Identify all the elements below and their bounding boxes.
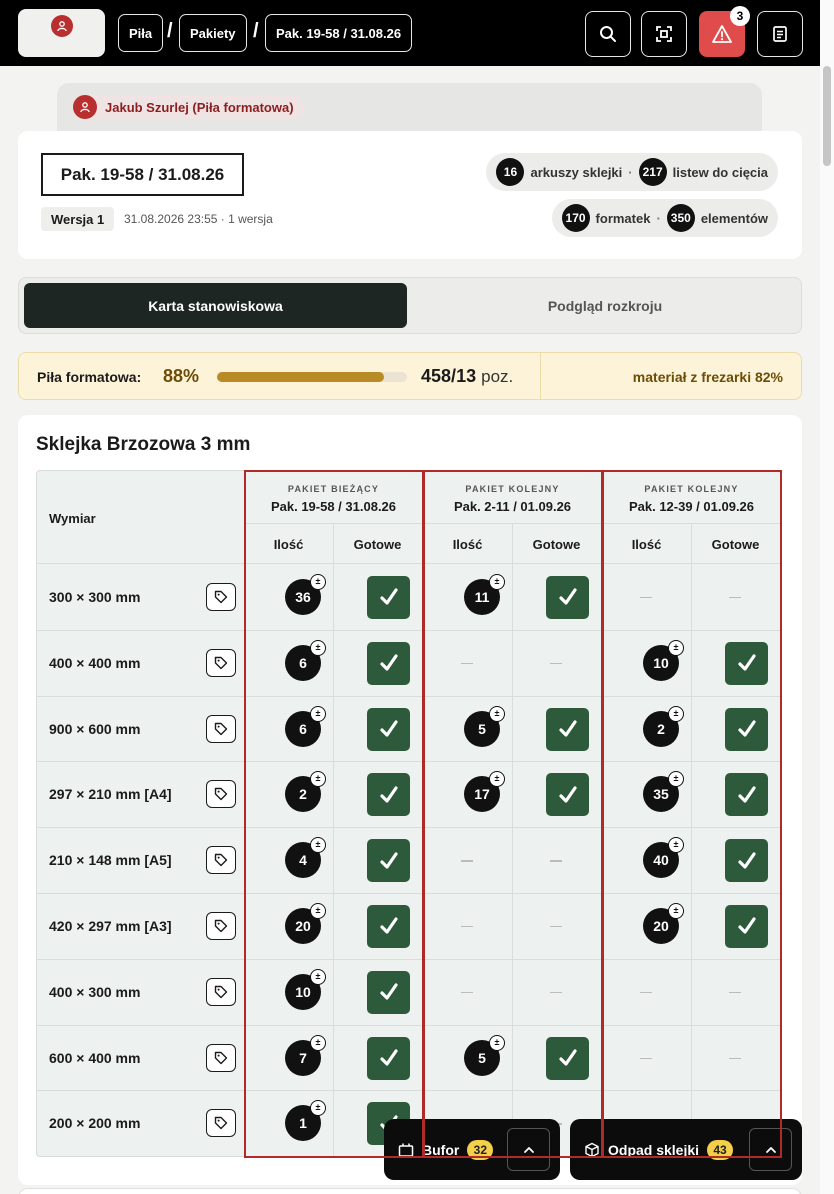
tag-icon — [214, 919, 228, 933]
ready-checkbox[interactable] — [546, 1037, 589, 1080]
ready-checkbox[interactable] — [367, 1037, 410, 1080]
row-dimension: 900 × 600 mm — [49, 720, 141, 737]
check-icon — [378, 915, 400, 937]
quantity-value: 36 — [295, 588, 311, 605]
alerts-count-badge: 3 — [730, 6, 750, 26]
packet-column-label: PAKIET KOLEJNY — [465, 484, 560, 494]
progress-label: Piła formatowa: — [37, 369, 142, 385]
quantity-value: 35 — [653, 786, 669, 803]
qty-header: Ilość — [273, 537, 304, 552]
empty-cell-dash — [461, 663, 473, 665]
material-title: Sklejka Brzozowa 3 mm — [36, 434, 251, 455]
row-dimension: 297 × 210 mm [A4] — [49, 786, 172, 803]
tag-icon — [214, 656, 228, 670]
waste-label: Odpad sklejki — [608, 1141, 700, 1158]
column-divider — [512, 523, 513, 1157]
label-print-button[interactable] — [206, 780, 236, 808]
breadcrumb-pakiety[interactable]: Pakiety — [179, 14, 247, 52]
user-icon — [73, 95, 97, 119]
buffer-count-badge: 32 — [467, 1140, 493, 1160]
plus-minus-icon[interactable]: ± — [310, 837, 326, 853]
empty-cell-dash — [640, 597, 652, 599]
sheets-count: 16 — [496, 158, 524, 186]
quantity-value: 17 — [474, 786, 490, 803]
plus-minus-icon[interactable]: ± — [310, 771, 326, 787]
panels-elements-stat — [552, 199, 778, 237]
qty-header: Ilość — [631, 537, 662, 552]
plus-minus-icon[interactable]: ± — [310, 1100, 326, 1116]
empty-cell-dash — [729, 992, 741, 994]
qty-header: Ilość — [452, 537, 483, 552]
quantity-badge[interactable] — [643, 707, 679, 747]
row-divider — [37, 959, 781, 960]
empty-cell-dash — [461, 860, 473, 862]
quantity-value: 20 — [653, 917, 669, 934]
separator-dot: · — [656, 210, 661, 226]
plus-minus-icon[interactable]: ± — [310, 969, 326, 985]
scan-button[interactable] — [641, 11, 687, 57]
ready-checkbox[interactable] — [725, 708, 768, 751]
waste-expand-button[interactable] — [749, 1128, 792, 1171]
check-icon — [736, 784, 758, 806]
quantity-value: 40 — [653, 852, 669, 869]
quantity-value: 2 — [657, 720, 665, 737]
quantity-badge[interactable] — [464, 575, 500, 615]
quantity-badge[interactable] — [643, 641, 679, 681]
plus-minus-icon[interactable]: ± — [310, 1035, 326, 1051]
quantity-value: 10 — [295, 983, 311, 1000]
buffer-expand-button[interactable] — [507, 1128, 550, 1171]
document-button[interactable] — [757, 11, 803, 57]
row-dimension: 300 × 300 mm — [49, 588, 141, 605]
quantity-badge[interactable] — [643, 839, 679, 878]
column-divider — [333, 523, 334, 1157]
milling-material-status: materiał z frezarki 82% — [632, 369, 783, 385]
top-bar — [0, 0, 820, 66]
label-print-button[interactable] — [206, 978, 236, 1006]
sheets-strips-stat — [486, 153, 778, 191]
scrollbar[interactable] — [820, 0, 834, 1194]
user-icon — [51, 15, 73, 37]
column-divider — [244, 471, 245, 1157]
empty-cell-dash — [729, 1058, 741, 1060]
row-dimension: 400 × 300 mm — [49, 983, 141, 1000]
check-icon — [736, 652, 758, 674]
plus-minus-icon[interactable]: ± — [310, 574, 326, 590]
progress-count: 458/13 poz. — [421, 366, 514, 386]
row-divider — [37, 893, 781, 894]
tab-work-card[interactable]: Karta stanowiskowa — [24, 283, 407, 328]
empty-cell-dash — [640, 1058, 652, 1060]
ready-checkbox[interactable] — [367, 971, 410, 1014]
packet-title: Pak. 19-58 / 31.08.26 — [41, 153, 244, 196]
strips-label: listew do cięcia — [672, 164, 768, 180]
quantity-value: 1 — [299, 1115, 307, 1132]
label-print-button[interactable] — [206, 649, 236, 677]
quantity-badge[interactable] — [464, 1036, 500, 1076]
label-print-button[interactable] — [206, 583, 236, 611]
check-icon — [378, 1047, 400, 1069]
check-icon — [378, 718, 400, 740]
label-print-button[interactable] — [206, 912, 236, 940]
chevron-up-icon — [522, 1143, 536, 1157]
buffer-panel[interactable] — [384, 1119, 560, 1180]
quantity-value: 7 — [299, 1049, 307, 1066]
quantity-badge[interactable] — [285, 904, 321, 944]
progress-bar-fill — [217, 372, 384, 382]
tray-icon — [398, 1142, 414, 1158]
row-dimension: 600 × 400 mm — [49, 1049, 141, 1066]
ready-checkbox[interactable] — [546, 708, 589, 751]
check-icon — [736, 850, 758, 872]
quantity-badge[interactable] — [643, 904, 679, 944]
quantity-value: 5 — [478, 1049, 486, 1066]
check-icon — [736, 718, 758, 740]
chevron-up-icon — [764, 1143, 778, 1157]
plus-minus-icon[interactable]: ± — [668, 771, 684, 787]
check-icon — [378, 652, 400, 674]
tag-icon — [214, 787, 228, 801]
progress-percent: 88% — [163, 366, 200, 386]
quantity-value: 10 — [653, 654, 669, 671]
check-icon — [557, 586, 579, 608]
empty-cell-dash — [550, 860, 562, 862]
check-icon — [557, 784, 579, 806]
quantity-value: 6 — [299, 720, 307, 737]
document-icon — [770, 24, 790, 44]
row-divider — [37, 1025, 781, 1026]
check-icon — [378, 850, 400, 872]
label-print-button[interactable] — [206, 846, 236, 874]
check-icon — [378, 784, 400, 806]
waste-count-badge: 43 — [707, 1140, 733, 1160]
material-table — [36, 470, 781, 1157]
check-icon — [378, 586, 400, 608]
ready-checkbox[interactable] — [367, 642, 410, 685]
quantity-badge[interactable] — [464, 707, 500, 747]
panels-label: formatek — [595, 210, 651, 226]
row-divider — [37, 761, 781, 762]
tag-icon — [214, 590, 228, 604]
ready-checkbox[interactable] — [725, 773, 768, 816]
ready-checkbox[interactable] — [367, 773, 410, 816]
plus-minus-icon[interactable]: ± — [310, 640, 326, 656]
ready-checkbox[interactable] — [367, 905, 410, 948]
tag-icon — [214, 853, 228, 867]
quantity-value: 4 — [299, 852, 307, 869]
ready-checkbox[interactable] — [725, 905, 768, 948]
view-tabs — [18, 277, 802, 334]
quantity-badge[interactable] — [285, 1102, 321, 1141]
column-divider — [423, 471, 424, 1157]
breadcrumb-separator: / — [253, 20, 259, 42]
row-dimension: 400 × 400 mm — [49, 654, 141, 671]
quantity-badge[interactable] — [285, 641, 321, 681]
row-divider — [37, 827, 781, 828]
plus-minus-icon[interactable]: ± — [489, 771, 505, 787]
search-button[interactable] — [585, 11, 631, 57]
quantity-value: 5 — [478, 720, 486, 737]
empty-cell-dash — [729, 597, 741, 599]
column-divider — [602, 471, 603, 1157]
user-chip — [73, 95, 304, 119]
quantity-badge[interactable] — [285, 575, 321, 615]
packet-column-label: PAKIET KOLEJNY — [644, 484, 739, 494]
tag-icon — [214, 722, 228, 736]
empty-cell-dash — [461, 992, 473, 994]
row-divider — [37, 696, 781, 697]
material-card — [18, 415, 802, 1185]
version-meta: 31.08.2026 23:55 · 1 wersja — [124, 212, 273, 226]
packet-column-label: PAKIET BIEŻĄCY — [287, 484, 380, 494]
ready-checkbox[interactable] — [367, 839, 410, 882]
row-dimension: 420 × 297 mm [A3] — [49, 917, 172, 934]
plus-minus-icon[interactable]: ± — [489, 1035, 505, 1051]
ready-checkbox[interactable] — [725, 839, 768, 882]
packet-header-card — [18, 131, 802, 259]
ready-checkbox[interactable] — [725, 642, 768, 685]
ready-checkbox[interactable] — [546, 576, 589, 619]
tag-icon — [214, 985, 228, 999]
quantity-value: 20 — [295, 917, 311, 934]
row-dimension: 200 × 200 mm — [49, 1115, 141, 1132]
saw-progress — [18, 352, 802, 400]
ready-checkbox[interactable] — [546, 773, 589, 816]
separator-dot: · — [628, 164, 633, 180]
plus-minus-icon[interactable]: ± — [668, 837, 684, 853]
progress-bar — [217, 372, 407, 382]
next-material-card — [18, 1188, 802, 1194]
plus-minus-icon[interactable]: ± — [668, 640, 684, 656]
empty-cell-dash — [640, 992, 652, 994]
empty-cell-dash — [550, 926, 562, 928]
elements-count: 350 — [667, 204, 695, 232]
quantity-badge[interactable] — [285, 707, 321, 747]
buffer-label: Bufor — [422, 1141, 460, 1158]
plus-minus-icon[interactable]: ± — [310, 903, 326, 919]
strips-count: 217 — [639, 158, 667, 186]
plus-minus-icon[interactable]: ± — [668, 903, 684, 919]
plus-minus-icon[interactable]: ± — [668, 706, 684, 722]
warning-triangle-icon — [712, 24, 732, 44]
plus-minus-icon[interactable]: ± — [489, 706, 505, 722]
elements-label: elementów — [700, 210, 768, 226]
ready-checkbox[interactable] — [367, 708, 410, 751]
check-icon — [557, 1047, 579, 1069]
breadcrumb-current-packet[interactable]: Pak. 19-58 / 31.08.26 — [265, 14, 412, 52]
breadcrumb-pila[interactable]: Piła — [118, 14, 163, 52]
progress-divider — [540, 353, 541, 399]
packet-column-name[interactable]: Pak. 12-39 / 01.09.26 — [628, 499, 755, 514]
ready-header: Gotowe — [711, 537, 760, 552]
waste-panel[interactable] — [570, 1119, 802, 1180]
quantity-badge[interactable] — [464, 773, 500, 812]
quantity-badge[interactable] — [643, 773, 679, 812]
plus-minus-icon[interactable]: ± — [310, 706, 326, 722]
ready-checkbox[interactable] — [367, 576, 410, 619]
ready-header: Gotowe — [353, 537, 402, 552]
label-print-button[interactable] — [206, 715, 236, 743]
tag-icon — [214, 1051, 228, 1065]
quantity-badge[interactable] — [285, 1036, 321, 1076]
ready-header: Gotowe — [532, 537, 581, 552]
scan-icon — [654, 24, 674, 44]
empty-cell-dash — [461, 926, 473, 928]
user-name: Jakub Szurlej (Piła formatowa) — [105, 99, 294, 115]
row-divider — [37, 630, 781, 631]
packet-column-name[interactable]: Pak. 2-11 / 01.09.26 — [453, 499, 572, 514]
user-menu-button[interactable] — [18, 9, 105, 57]
check-icon — [378, 981, 400, 1003]
header-divider — [37, 563, 781, 564]
label-print-button[interactable] — [206, 1109, 236, 1137]
label-print-button[interactable] — [206, 1044, 236, 1072]
quantity-badge[interactable] — [285, 773, 321, 812]
column-divider — [691, 523, 692, 1157]
quantity-badge[interactable] — [285, 970, 321, 1010]
quantity-value: 11 — [474, 588, 490, 605]
row-dimension: 210 × 148 mm [A5] — [49, 852, 172, 869]
panels-count: 170 — [562, 204, 590, 232]
breadcrumb-separator: / — [167, 20, 173, 42]
scrollbar-thumb[interactable] — [823, 66, 831, 166]
quantity-value: 2 — [299, 786, 307, 803]
box-icon — [584, 1142, 600, 1158]
check-icon — [736, 915, 758, 937]
tag-icon — [214, 1116, 228, 1130]
sheets-label: arkuszy sklejki — [530, 164, 623, 180]
quantity-badge[interactable] — [285, 839, 321, 878]
search-icon — [598, 24, 618, 44]
check-icon — [557, 718, 579, 740]
plus-minus-icon[interactable]: ± — [489, 574, 505, 590]
dimension-header: Wymiar — [49, 511, 96, 526]
empty-cell-dash — [550, 992, 562, 994]
packet-column-name[interactable]: Pak. 19-58 / 31.08.26 — [270, 499, 397, 514]
version-chip[interactable]: Wersja 1 — [41, 207, 114, 231]
row-divider — [37, 1090, 781, 1091]
alerts-button[interactable] — [699, 11, 745, 57]
empty-cell-dash — [550, 663, 562, 665]
quantity-value: 6 — [299, 654, 307, 671]
tab-cut-preview[interactable]: Podgląd rozkroju — [547, 297, 663, 314]
